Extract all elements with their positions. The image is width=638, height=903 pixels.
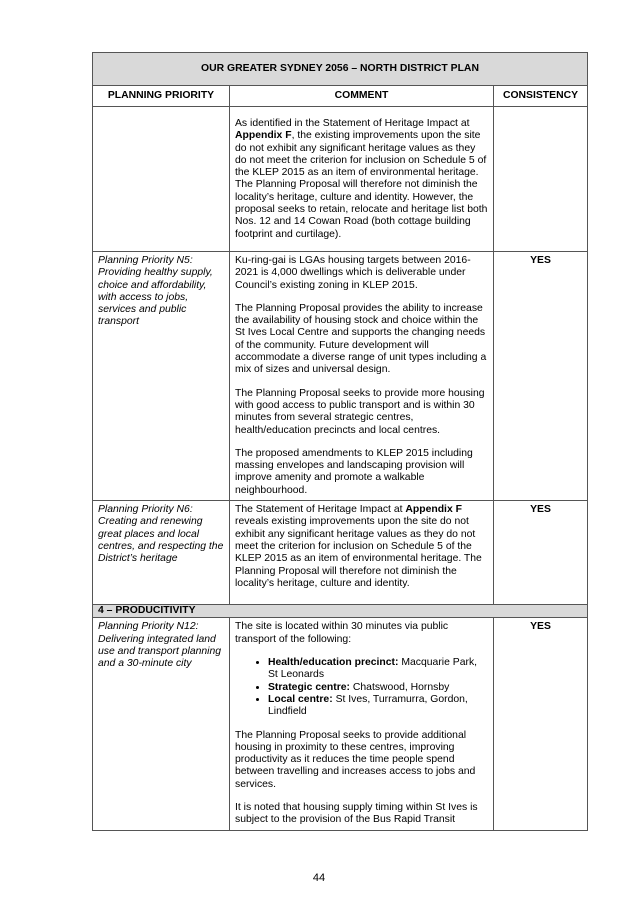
table-header-row [93,86,588,107]
comment-paragraph: The Planning Proposal seeks to provide more housing with good access to public transport and is within 30 minutes from several strategic centres, health/education precincts and local centres. [235,387,485,436]
comment-text: , the existing improvements upon the site do not exhibit any significant heritage values as they do not meet the criterion for inclusion on Schedule 5 of the KLEP 2015 as an item of environmental heritage. The Planning Proposal will therefore not diminish the locality’s heritage, culture and identity. However, the proposal seeks to retain, relocate and heritage list both Nos. 12 and 14 Cowan Road (both cottage building footprint and curtilage). [235,130,488,240]
consistency-cell: YES [494,252,588,501]
priority-cell [93,107,230,252]
list-item [268,682,488,694]
table-title-row [93,53,588,86]
consistency-cell [494,107,588,252]
appendix-reference: Appendix F [405,504,462,516]
section-heading-productivity: 4 – PRODUCITIVITY [93,605,588,618]
appendix-reference: Appendix F [235,130,292,142]
priority-cell: Planning Priority N12: Delivering integrated land use and transport planning and a 30-minute city [93,618,230,830]
list-item-text: Chatswood, Hornsby [350,681,450,693]
comment-paragraph: The Planning Proposal seeks to provide additional housing in proximity to these centres, improving productivity as it reduces the time people spend between travelling and increases access to jobs and services. [235,729,476,790]
comment-text: reveals existing improvements upon the site do not exhibit any significant heritage values as they do not meet the criterion for inclusion on Schedule 5 of the KLEP 2015 as an item of environmental heritage. The Planning Proposal will therefore not diminish the locality’s heritage, culture and identity. [235,516,482,589]
list-item-label: Strategic centre: [268,681,350,693]
list-item [268,694,488,719]
table-row [93,252,588,501]
page-number: 44 [312,872,326,884]
header-planning-priority: PLANNING PRIORITY [93,86,230,107]
comment-cell [230,501,494,605]
comment-cell [230,618,494,830]
comment-text: The Statement of Heritage Impact at [235,504,406,516]
table-row [93,501,588,605]
comment-text: As identified in the Statement of Heritage Impact at [235,118,470,129]
comment-paragraph: It is noted that housing supply timing within St Ives is subject to the provision of the Bus Rapid Transit [235,801,478,826]
centres-list [235,657,488,718]
consistency-cell: YES [494,501,588,605]
table-title: OUR GREATER SYDNEY 2056 – NORTH DISTRICT PLAN [93,53,588,86]
comment-paragraph: The site is located within 30 minutes via public transport of the following: [235,621,449,645]
comment-paragraph [235,118,488,241]
north-district-plan-table [92,52,588,831]
header-consistency: CONSISTENCY [494,86,588,107]
header-comment: COMMENT [230,86,494,107]
list-item-text: Macquarie Park, St Leonards [268,657,478,681]
comment-cell [230,107,494,252]
comment-paragraph: Ku-ring-gai is LGAs housing targets between 2016-2021 is 4,000 dwellings which is deliverable under Council’s existing zoning in KLEP 2015. [235,255,471,291]
section-row [93,605,588,618]
table-row [93,618,588,830]
priority-cell: Planning Priority N5: Providing healthy supply, choice and affordability, with access to jobs, services and public transport [93,252,230,501]
list-item-label: Health/education precinct: [268,657,399,669]
priority-cell: Planning Priority N6: Creating and renewing great places and local centres, and respecting the District’s heritage [93,501,230,605]
consistency-cell: YES [494,618,588,830]
comment-paragraph: The proposed amendments to KLEP 2015 including massing envelopes and landscaping provision will improve amenity and promote a walkable neighbourhood. [235,447,473,496]
comment-cell [230,252,494,501]
list-item-text: St Ives, Turramurra, Gordon, Lindfield [268,693,468,718]
list-item-label: Local centre: [268,693,333,705]
comment-paragraph: The Planning Proposal provides the ability to increase the availability of housing stock and choice within the St Ives Local Centre and supports the changing needs of the community. Future development will accommodate a diverse range of unit types including a mix of sizes and universal design. [235,302,487,376]
comment-paragraph [235,504,488,590]
list-item [268,657,488,682]
table-row [93,107,588,252]
